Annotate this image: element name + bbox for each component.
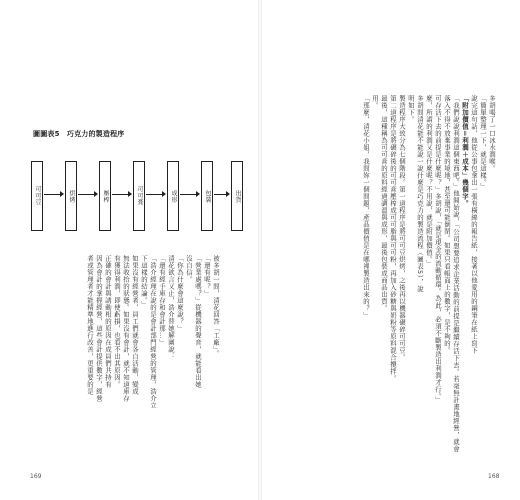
process-step-box (31, 161, 43, 231)
body-text-line: 第二道程序是將碾碎後的可可膏壓榨成可可脂與可可粉，再加入砂糖與奶粉等原料混合攪拌。 (389, 95, 397, 382)
process-diagram (31, 161, 243, 231)
page-number: 169 (30, 473, 42, 480)
body-text-line: 無法收拾的狀態。如果沒有會計，就不知道庫存 (122, 255, 130, 402)
body-text-line: 正確的會計與誘動相的原因在成員們共持有 (104, 255, 112, 388)
body-text-line: 被多胡一問，清花回答「工廠」。 (212, 255, 220, 357)
process-step-box (167, 161, 179, 231)
body-text-line: 如果沒有經營者，員工們就會各自活動，變成 (131, 255, 139, 395)
process-step-box (231, 161, 243, 231)
body-text-line: 多胡問清花能不能說一說什麼是巧克力的製造流程（圖表5），說 (416, 95, 424, 293)
body-text-line: 製造程序大致分為七個階段。第一道程序是將可可豆烘烤，之後再以機器碾碎可可豆。 (398, 95, 406, 361)
process-step-box (99, 161, 111, 231)
process-step-box (65, 161, 77, 231)
arrow-right-icon (214, 194, 229, 195)
arrow-right-icon (146, 194, 165, 195)
process-step-box (133, 161, 145, 231)
body-text-line: 最後，這種稱為可可膏的原料經過調溫與成形，最後包裝成商品出貨。 (380, 95, 388, 312)
arrow-right-icon (180, 194, 199, 195)
process-step-label: 壓榨 (102, 189, 109, 203)
page-number: 168 (488, 473, 500, 480)
right-page (262, 0, 520, 500)
body-text-line: 多胡喝了一口冰水潤喉。 (488, 95, 496, 172)
process-step-label: 出貨 (234, 189, 241, 203)
body-text-line: 因為會計的掌握經營，這些會計提供數字，經營 (95, 255, 103, 402)
process-step-label: 成形 (170, 189, 177, 203)
arrow-right-icon (44, 194, 63, 195)
process-step-box (201, 161, 213, 231)
process-step-label: 可可豆 (34, 186, 41, 206)
body-text-line: 「那麼，清花小姐，我問妳一個問題，產品價值是在哪裡製造出來的？」 (362, 95, 370, 319)
body-text-line: 「還有呢？」 (203, 255, 211, 297)
body-text-line: 清花欲言又止，浩介替她解圍說： (167, 255, 175, 360)
arrow-right-icon (112, 194, 131, 195)
body-text-line: 「還有經手庫存和會計那…」 (158, 255, 166, 346)
body-text-line: 麼，所謂的利潤又是什麼呢？不用說，就是附加價值。」 (425, 95, 433, 267)
body-text-line: 可存活下去的前提是什麼呢？」多胡說，「就是現金的流動循環。為此，必須不斷製造出利潤才行。」 (434, 95, 442, 404)
formula-line: 「附加價值＝利潤＋成本」幾個字。 (461, 95, 469, 207)
body-text-line: 用。 (371, 95, 379, 109)
body-text-line: 下這樣的結論。」 (140, 255, 148, 308)
process-step-label: 烘烤 (68, 189, 75, 203)
body-text-line: 者或管理者才能精準地進行改善，更重要的是 (86, 255, 94, 395)
body-text-line: 「簡單整理一下，就是這樣。」 (479, 95, 487, 190)
body-text-line: 有獲得利潤，即使虧損，也看不出其原因。 (113, 255, 121, 388)
body-text-line: 落入不得不放棄事業的境地，甚至還可能倒閉。如果只看帳面上的數字，是不夠的。 (443, 95, 451, 354)
body-text-line: 「你為什麼會這麼說？」 (176, 255, 184, 332)
arrow-right-icon (78, 194, 97, 195)
figure-title: 圖圖表5 巧克力的製造程序 (33, 130, 125, 138)
left-page (0, 0, 258, 500)
body-text-line: 明如下。 (407, 95, 415, 123)
body-text-line: 說完這句話，他從公事包拿出一張有橫線的報告紙，接著以他愛用的鋼筆在紙上寫下 (470, 95, 478, 354)
body-text-line: 「浩介經理在說的是會計部門經營的管理，浩介立 (149, 255, 157, 409)
body-text-line: 沒自信。 (185, 255, 193, 283)
process-step-label: 可可膏 (136, 186, 143, 206)
body-text-line: 「營業處嗎？」從機器的聲音，就能看出她 (194, 255, 202, 388)
process-step-label: 包裝 (204, 189, 211, 203)
body-text-line: 「我們說說利潤這個東西吧。」他開始說，「公司想要追求企業活動的前提是繼續存活下去。若毫無計畫地經營，就會 (452, 95, 460, 453)
